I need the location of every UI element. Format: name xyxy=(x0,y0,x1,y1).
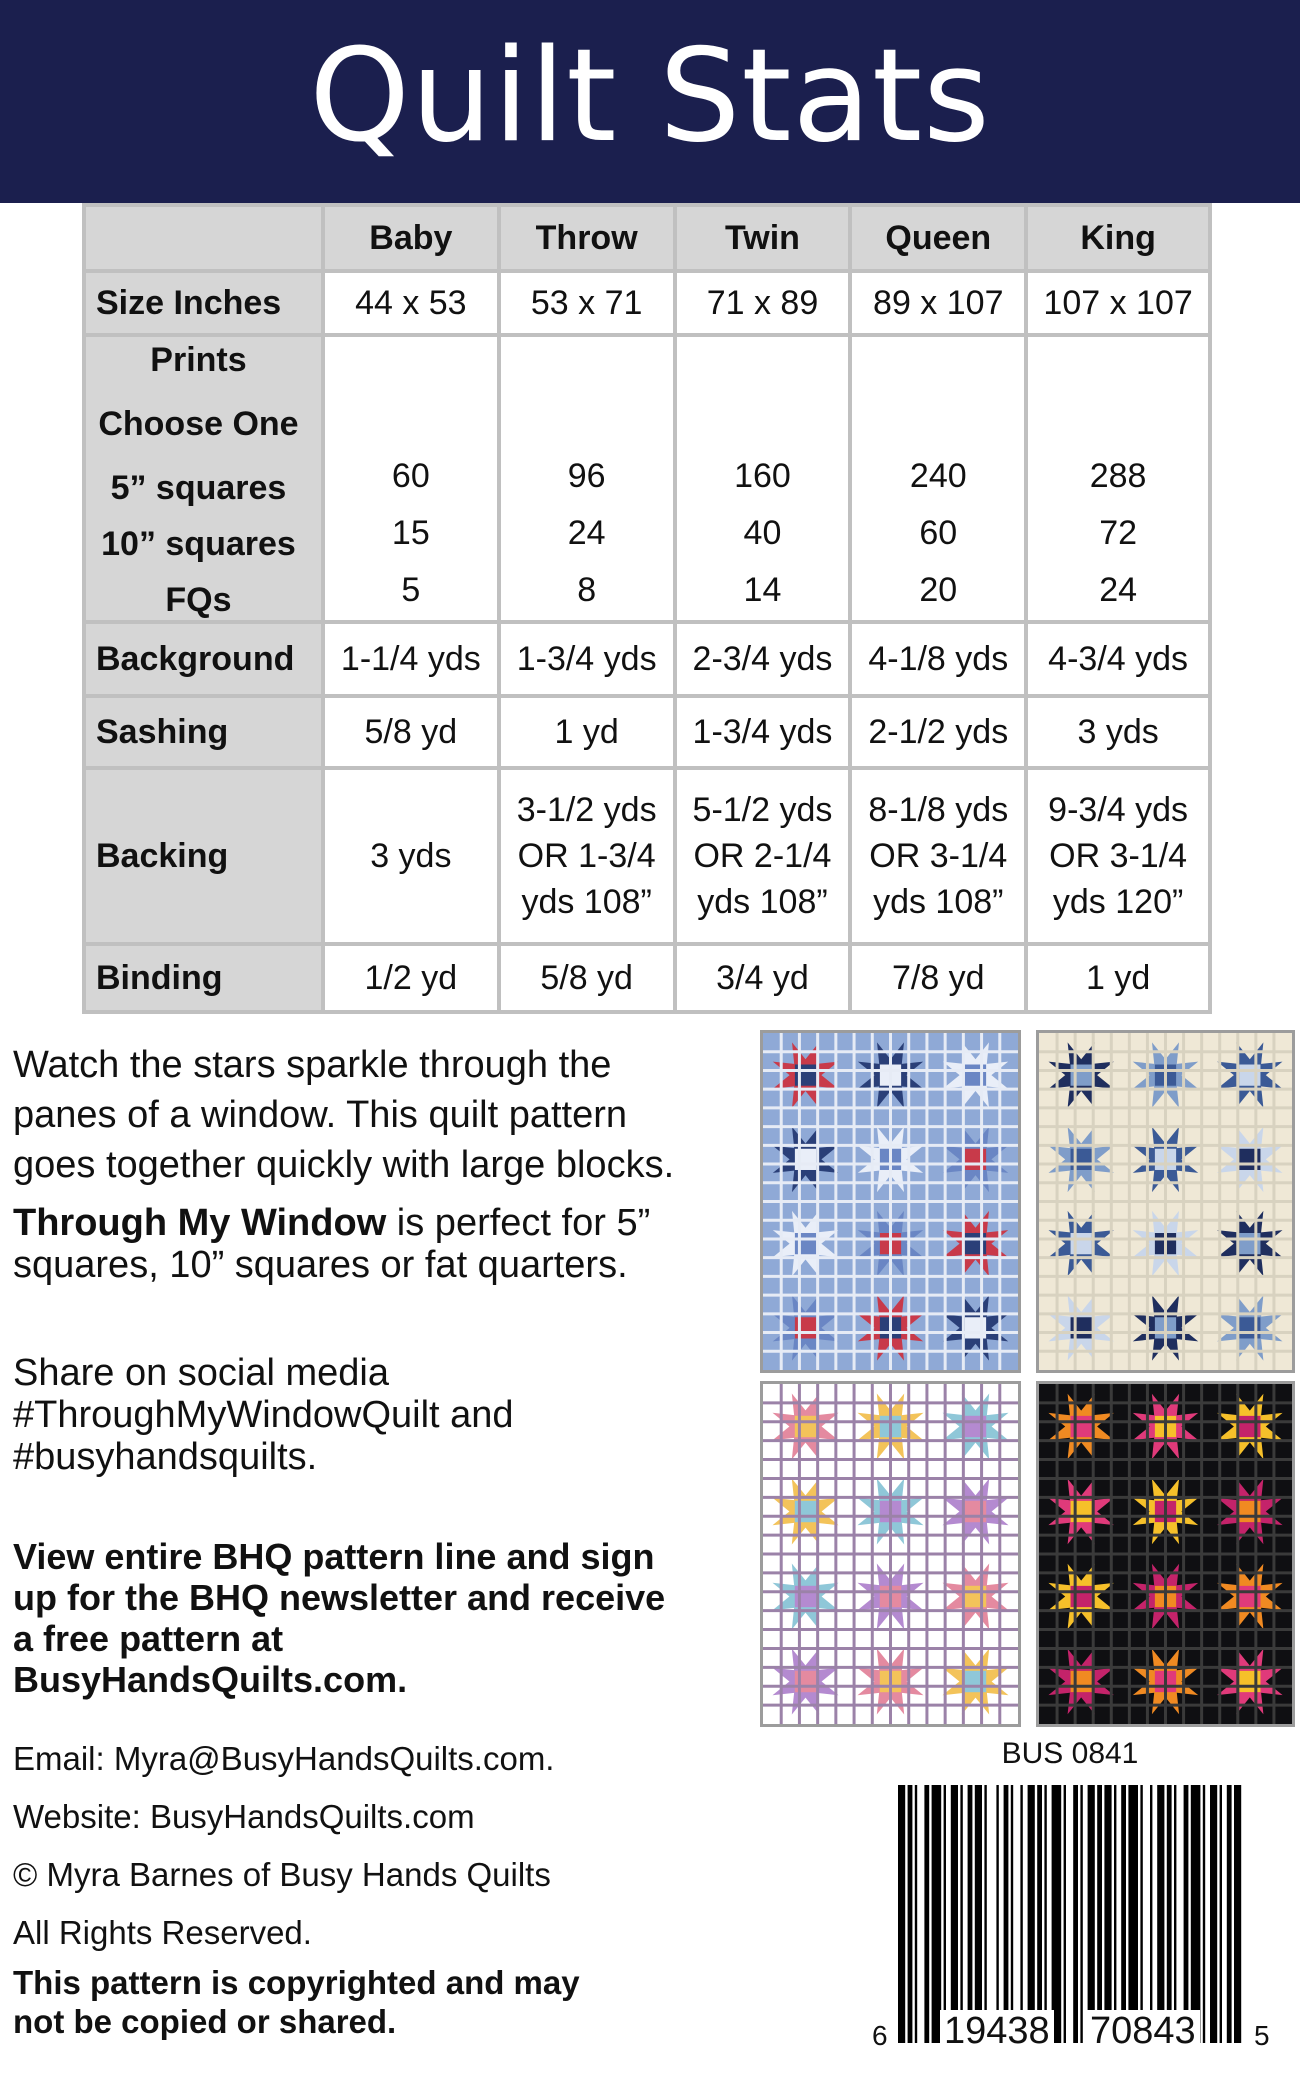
table-row xyxy=(84,696,1210,768)
table-row xyxy=(84,944,1210,1012)
backing-line: OR 2-1/4 xyxy=(693,837,832,875)
table-cell: 1 yd xyxy=(499,696,675,768)
table-cell: 53 x 71 xyxy=(499,271,675,335)
quilt-image-blue-red xyxy=(760,1030,1021,1373)
row-label: Background xyxy=(84,622,323,696)
col-header: Twin xyxy=(675,205,851,271)
rights-text: All Rights Reserved. xyxy=(13,1914,312,1951)
backing-line: yds 108” xyxy=(873,883,1004,921)
backing-line: 3-1/2 yds xyxy=(516,791,657,829)
five-value: 160 xyxy=(734,457,791,495)
table-corner xyxy=(84,205,323,271)
five-value: 240 xyxy=(909,457,967,495)
description-line: goes together quickly with large blocks. xyxy=(13,1144,675,1186)
perfect-text: is perfect for 5” xyxy=(386,1202,651,1244)
table-cell xyxy=(499,768,675,944)
backing-line: OR 3-1/4 xyxy=(1049,837,1188,875)
email-text[interactable]: Email: Myra@BusyHandsQuilts.com. xyxy=(13,1740,555,1777)
perfect-for xyxy=(13,1202,733,1286)
table-cell xyxy=(675,768,851,944)
notice-line: This pattern is copyrighted and may xyxy=(13,1964,580,2001)
table-cell xyxy=(499,335,675,622)
five-inch-label: 5” squares xyxy=(110,468,287,507)
notice-line: not be copied or shared. xyxy=(13,2003,397,2040)
table-cell xyxy=(850,768,1026,944)
copyright-notice xyxy=(13,1963,580,2041)
row-label: Size Inches xyxy=(84,271,323,335)
quilt-stats-table xyxy=(82,203,1212,1014)
table-cell: 4-3/4 yds xyxy=(1026,622,1210,696)
backing-line: 5-1/2 yds xyxy=(692,791,833,829)
table-row xyxy=(84,271,1210,335)
table-cell: 1-3/4 yds xyxy=(675,696,851,768)
col-header: King xyxy=(1026,205,1210,271)
social-block xyxy=(13,1352,514,1478)
row-label: Backing xyxy=(84,768,323,944)
social-line: Share on social media xyxy=(13,1352,389,1394)
page-title: Quilt Stats xyxy=(309,22,991,171)
five-value: 288 xyxy=(1089,457,1147,495)
ten-value: 24 xyxy=(567,514,606,552)
table-cell: 3 yds xyxy=(1026,696,1210,768)
table-cell: 7/8 yd xyxy=(850,944,1026,1012)
table-cell: 71 x 89 xyxy=(675,271,851,335)
table-cell: 89 x 107 xyxy=(850,271,1026,335)
promo-block xyxy=(13,1536,665,1700)
backing-line: yds 120” xyxy=(1052,883,1184,921)
backing-line: 9-3/4 yds xyxy=(1048,791,1189,829)
backing-line: OR 3-1/4 xyxy=(869,837,1008,875)
col-header: Baby xyxy=(323,205,499,271)
table-cell: 44 x 53 xyxy=(323,271,499,335)
table-cell xyxy=(323,768,499,944)
row-label xyxy=(84,335,323,622)
fq-value: 5 xyxy=(401,571,421,609)
five-value: 60 xyxy=(391,457,430,495)
promo-line: up for the BHQ newsletter and receive xyxy=(13,1577,666,1618)
hashtag-brand: #busyhandsquilts. xyxy=(13,1436,318,1478)
barcode-group-2: 70843 xyxy=(1086,2010,1200,2053)
pattern-name: Through My Window xyxy=(13,1202,387,1244)
ten-value: 72 xyxy=(1099,514,1138,552)
product-code: BUS 0841 xyxy=(1001,1737,1139,1770)
table-cell xyxy=(675,335,851,622)
quilt-image-black-bright xyxy=(1036,1381,1295,1727)
copyright-text: © Myra Barnes of Busy Hands Quilts xyxy=(13,1856,551,1893)
quilt-image-pastel xyxy=(760,1381,1021,1727)
fq-value: 14 xyxy=(743,571,782,609)
ten-value: 40 xyxy=(743,514,782,552)
table-cell: 107 x 107 xyxy=(1026,271,1210,335)
backing-line: 8-1/8 yds xyxy=(868,791,1009,829)
table-cell: 1 yd xyxy=(1026,944,1210,1012)
table-cell: 3/4 yd xyxy=(675,944,851,1012)
table-row xyxy=(84,768,1210,944)
col-header: Queen xyxy=(850,205,1026,271)
promo-line: a free pattern at xyxy=(13,1618,284,1659)
ten-value: 15 xyxy=(391,514,430,552)
table-cell: 1-3/4 yds xyxy=(499,622,675,696)
table-cell xyxy=(850,335,1026,622)
table-cell: 4-1/8 yds xyxy=(850,622,1026,696)
table-cell xyxy=(1026,335,1210,622)
table-row xyxy=(84,335,1210,622)
fq-value: 8 xyxy=(577,571,597,609)
promo-link[interactable]: BusyHandsQuilts.com. xyxy=(13,1659,408,1700)
perfect-text-2: squares, 10” squares or fat quarters. xyxy=(13,1244,628,1286)
row-label: Sashing xyxy=(84,696,323,768)
backing-line: OR 1-3/4 xyxy=(517,837,656,875)
website-text[interactable]: Website: BusyHandsQuilts.com xyxy=(13,1798,475,1835)
col-header: Throw xyxy=(499,205,675,271)
ten-value: 60 xyxy=(919,514,958,552)
row-label: Binding xyxy=(84,944,323,1012)
table-row xyxy=(84,622,1210,696)
table-cell: 2-3/4 yds xyxy=(675,622,851,696)
fq-value: 20 xyxy=(919,571,958,609)
header-banner xyxy=(0,0,1300,203)
table-cell xyxy=(1026,768,1210,944)
backing-line: yds 108” xyxy=(697,883,828,921)
choose-one-label: Choose One xyxy=(98,404,299,443)
table-cell: 5/8 yd xyxy=(499,944,675,1012)
description-line: panes of a window. This quilt pattern xyxy=(13,1094,628,1136)
table-cell: 5/8 yd xyxy=(323,696,499,768)
backing-line: 3 yds xyxy=(370,837,452,875)
barcode-group-1: 19438 xyxy=(940,2010,1054,2053)
barcode-digit-right: 5 xyxy=(1254,2020,1270,2051)
five-value: 96 xyxy=(567,457,606,495)
barcode-digit-left: 6 xyxy=(872,2020,888,2051)
table-cell: 1/2 yd xyxy=(323,944,499,1012)
table-cell: 2-1/2 yds xyxy=(850,696,1026,768)
ten-inch-label: 10” squares xyxy=(101,524,296,563)
promo-line: View entire BHQ pattern line and sign xyxy=(13,1536,655,1577)
hashtag-pattern: #ThroughMyWindowQuilt and xyxy=(13,1394,514,1436)
table-cell xyxy=(323,335,499,622)
fq-value: 24 xyxy=(1099,571,1138,609)
fq-label: FQs xyxy=(165,580,232,619)
barcode xyxy=(872,1785,1270,2052)
prints-label: Prints xyxy=(150,340,247,379)
backing-line: yds 108” xyxy=(521,883,652,921)
contact-block xyxy=(13,1730,554,1962)
table-cell: 1-1/4 yds xyxy=(323,622,499,696)
description xyxy=(13,1040,733,1286)
quilt-image-navy-cream xyxy=(1036,1030,1295,1373)
description-line: Watch the stars sparkle through the xyxy=(13,1044,612,1086)
